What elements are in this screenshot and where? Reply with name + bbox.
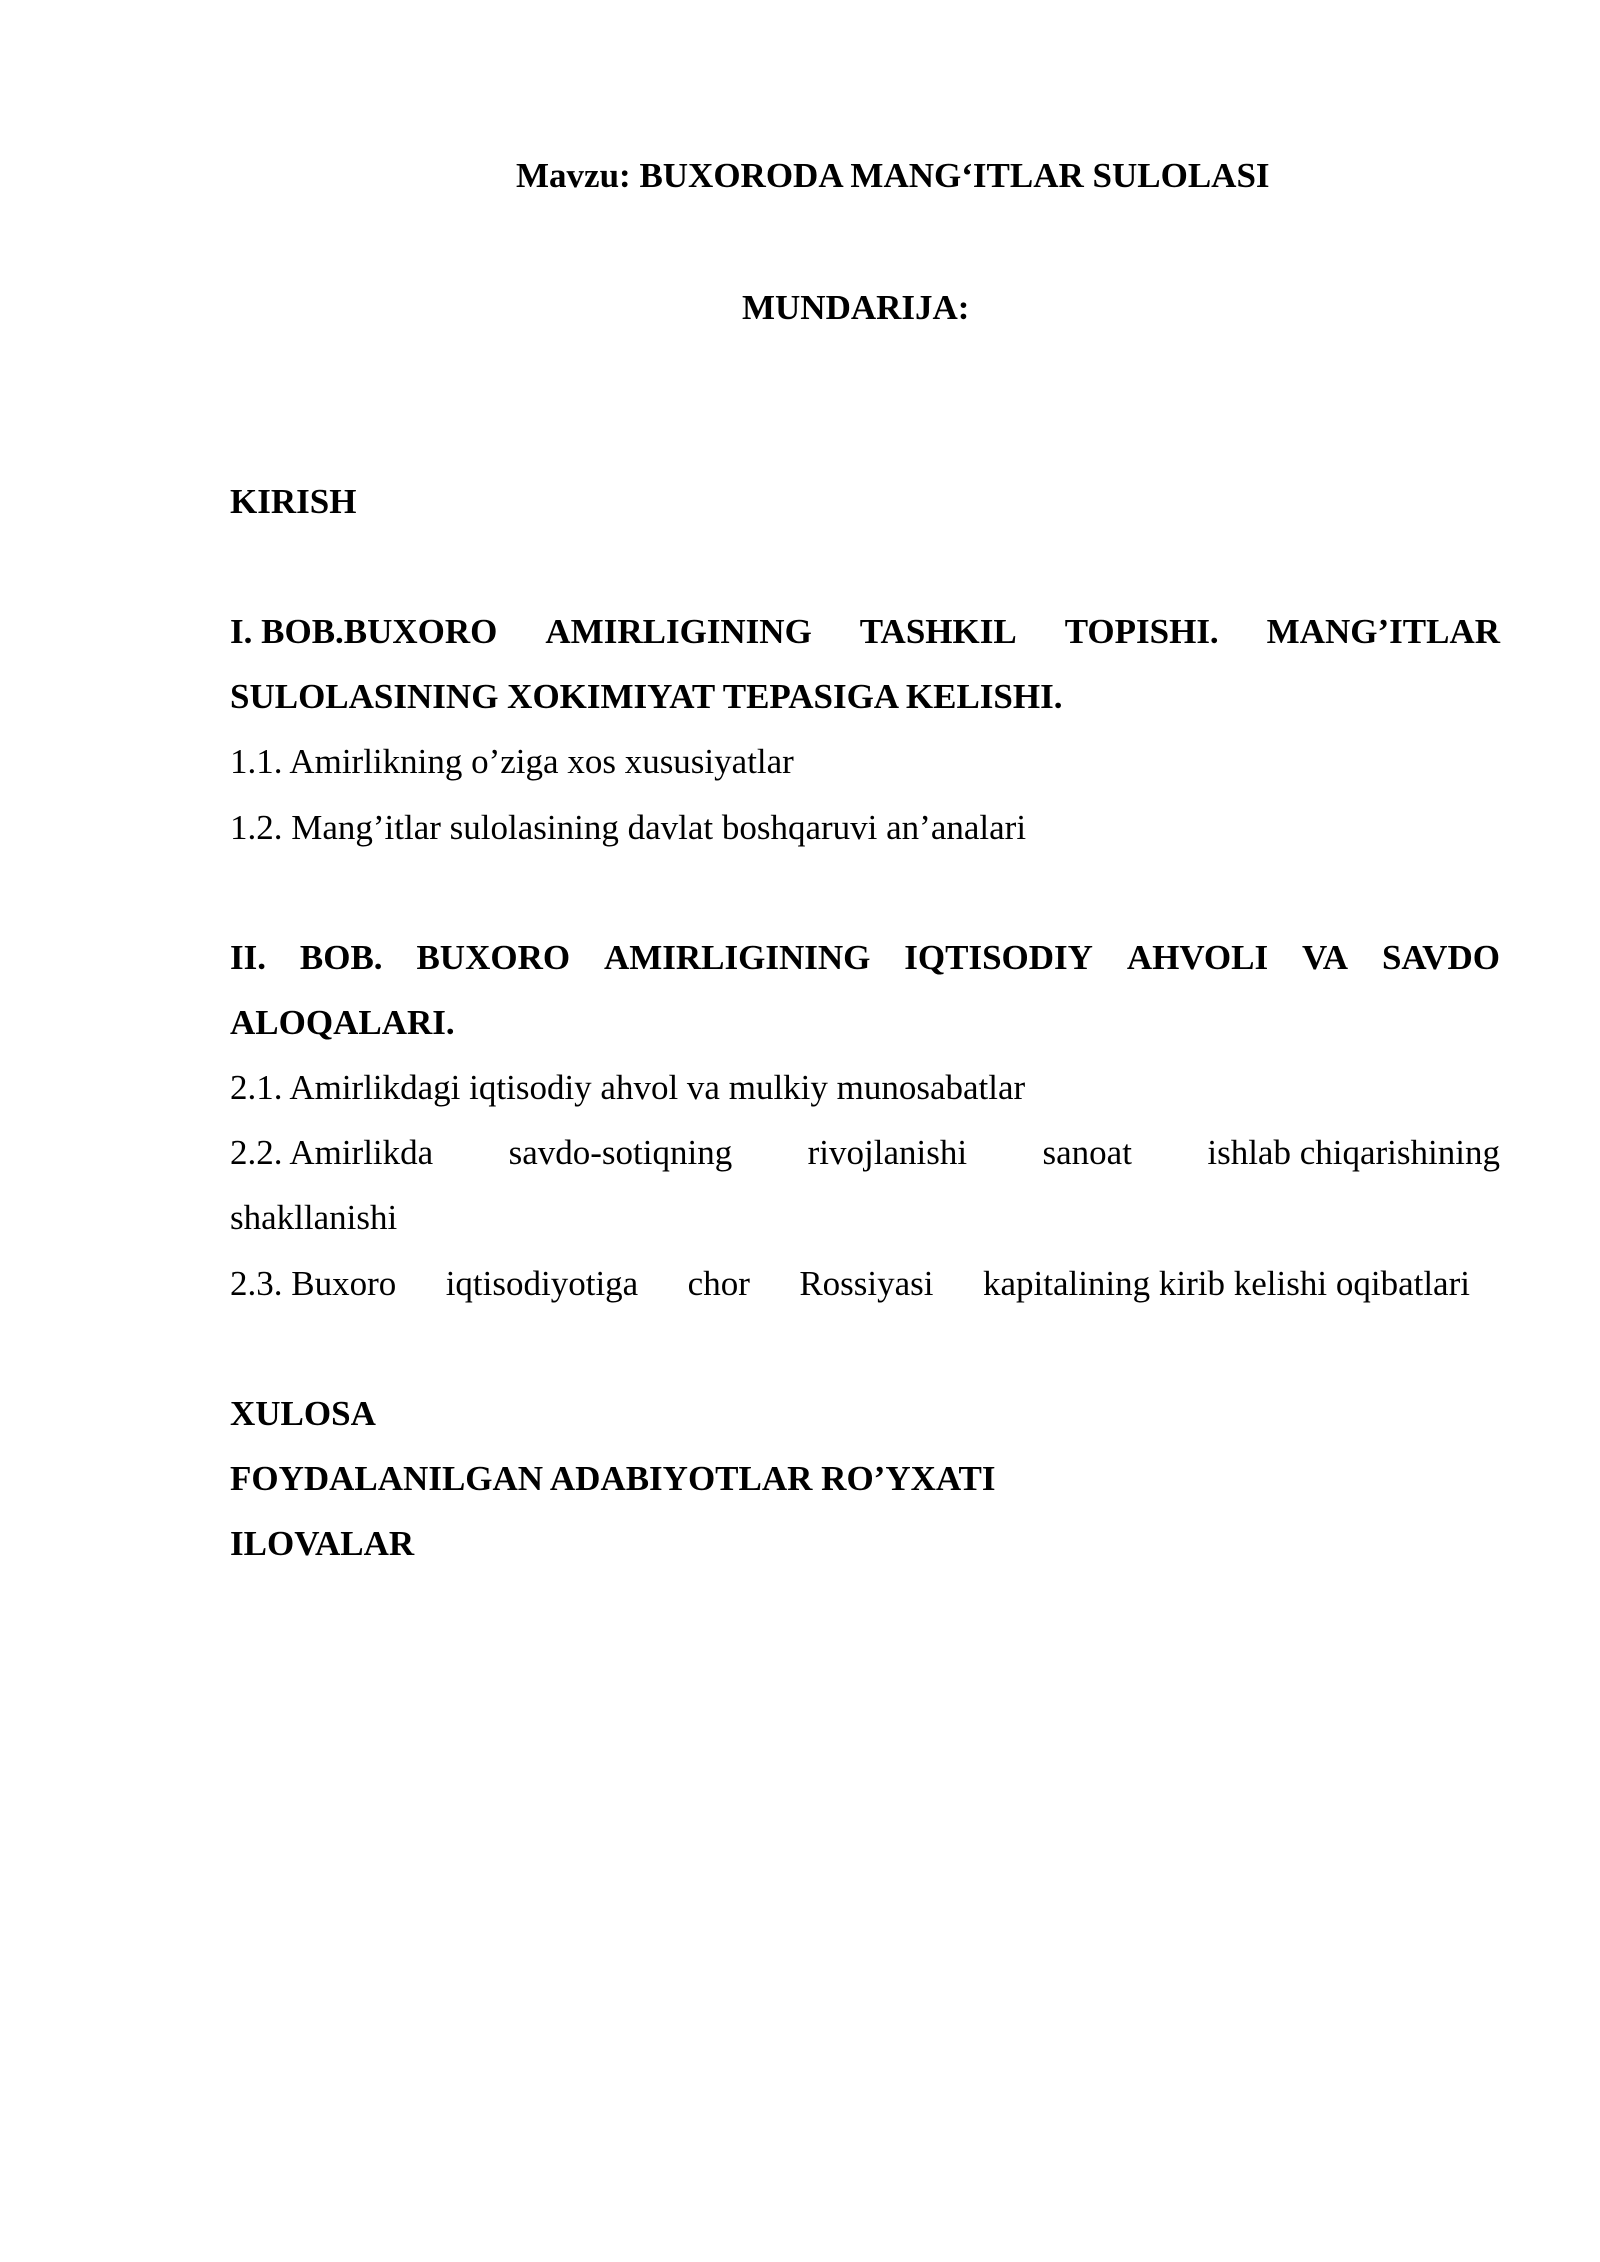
toc-section-2-3 <box>230 1262 1470 1306</box>
chapter2-word: AHVOLI <box>1126 938 1269 977</box>
chapter2-word: SAVDO <box>1381 938 1500 977</box>
toc-entry-intro: KIRISH <box>230 482 357 521</box>
section-2-3-word: iqtisodiyotiga <box>445 1264 639 1303</box>
chapter2-word: II. <box>230 938 266 977</box>
toc-section-1-2: 1.2. Mang’itlar sulolasining davlat boshqaruvi an’analari <box>230 808 1027 847</box>
toc-entry-references: FOYDALANILGAN ADABIYOTLAR RO’YXATI <box>230 1459 996 1498</box>
chapter2-word: BOB. <box>299 938 383 977</box>
toc-section-2-2-cont: shakllanishi <box>230 1198 398 1237</box>
toc-section-2-1: 2.1. Amirlikdagi iqtisodiy ahvol va mulkiy munosabatlar <box>230 1068 1026 1107</box>
chapter2-word: AMIRLIGINING <box>603 938 871 977</box>
toc-entry-appendices: ILOVALAR <box>230 1524 415 1563</box>
section-2-2-word: rivojlanishi <box>807 1133 968 1172</box>
section-2-2-word: savdo-sotiqning <box>508 1133 733 1172</box>
toc-chapter1-title-cont: SULOLASINING XOKIMIYAT TEPASIGA KELISHI. <box>230 677 1063 716</box>
chapter2-word: VA <box>1302 938 1349 977</box>
toc-section-1-1: 1.1. Amirlikning o’ziga xos xususiyatlar <box>230 742 794 781</box>
toc-chapter1-title <box>230 610 1500 654</box>
section-2-2-word: ishlab chiqarishining <box>1207 1133 1500 1172</box>
chapter1-word: TOPISHI. <box>1064 612 1219 651</box>
toc-section-2-2 <box>230 1131 1500 1175</box>
section-2-2-word: 2.2. Amirlikda <box>230 1133 434 1172</box>
chapter2-word: IQTISODIY <box>904 938 1093 977</box>
toc-chapter2-title-cont: ALOQALARI. <box>230 1003 455 1042</box>
chapter2-word: BUXORO <box>416 938 571 977</box>
chapter1-word: MANG’ITLAR <box>1266 612 1500 651</box>
section-2-3-word: kapitalining kirib kelishi oqibatlari <box>982 1264 1470 1303</box>
topic-title: Mavzu: BUXORODA MANG‘ITLAR SULOLASI <box>516 156 1270 195</box>
chapter1-word: I. BOB.BUXORO <box>230 612 498 651</box>
chapter1-word: AMIRLIGINING <box>545 612 812 651</box>
section-2-2-word: sanoat <box>1042 1133 1132 1172</box>
section-2-3-word: Rossiyasi <box>799 1264 934 1303</box>
contents-heading: MUNDARIJA: <box>742 288 970 327</box>
toc-chapter2-title <box>230 936 1500 980</box>
section-2-3-word: 2.3. Buxoro <box>230 1264 397 1303</box>
toc-entry-conclusion: XULOSA <box>230 1394 376 1433</box>
section-2-3-word: chor <box>687 1264 750 1303</box>
chapter1-word: TASHKIL <box>859 612 1017 651</box>
